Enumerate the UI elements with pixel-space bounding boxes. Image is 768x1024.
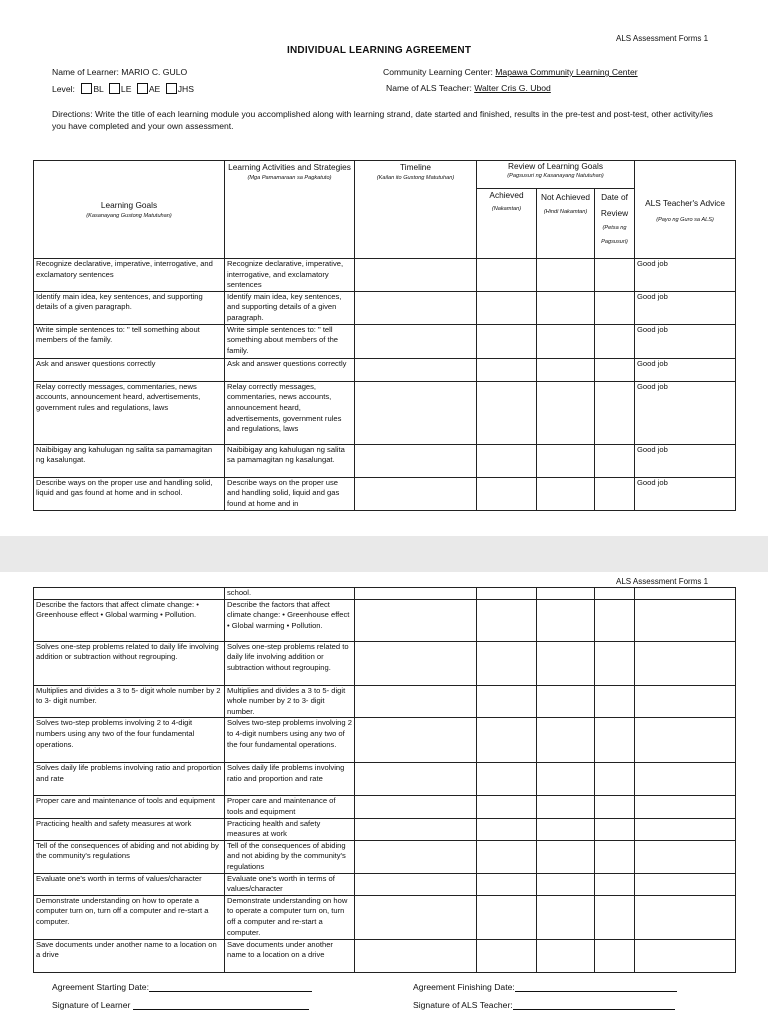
checkbox-jhs[interactable] (166, 83, 177, 94)
activity-cell: Proper care and maintenance of tools and equipment (225, 796, 355, 818)
finish-date-label: Agreement Finishing Date: (413, 982, 515, 992)
not-achieved-cell[interactable] (537, 324, 595, 358)
header-activities-label: Learning Activities and Strategies (228, 162, 351, 172)
activity-cell: Multiplies and divides a 3 to 5- digit whole number by 2 to 3- digit number. (225, 685, 355, 718)
timeline-cell[interactable] (355, 840, 477, 873)
table-row (34, 599, 736, 641)
achieved-cell[interactable] (477, 259, 537, 292)
not-achieved-cell[interactable] (537, 718, 595, 763)
advice-cell[interactable] (635, 718, 736, 763)
header-advice-label: ALS Teacher's Advice (645, 197, 725, 208)
advice-cell[interactable] (635, 840, 736, 873)
not-achieved-cell[interactable] (537, 588, 595, 600)
learner-signature-label: Signature of Learner (52, 1000, 131, 1010)
date-review-cell[interactable] (595, 840, 635, 873)
advice-cell: Good job (635, 259, 736, 292)
achieved-cell[interactable] (477, 477, 537, 510)
advice-cell[interactable] (635, 939, 736, 972)
goal-cell: Solves two-step problems involving 2 to 4-digit numbers using any two of the four fundamental operations. (34, 718, 225, 763)
activity-cell: Identify main idea, key sentences, and supporting details of a given paragraph. (225, 291, 355, 324)
table-row (34, 873, 736, 895)
goal-cell: Proper care and maintenance of tools and equipment (34, 796, 225, 818)
activity-cell: Relay correctly messages, commentaries, news accounts, announcement heard, advertisements, government rules and regulations, laws (225, 381, 355, 444)
advice-cell: Good job (635, 381, 736, 444)
activity-cell: Demonstrate understanding on how to operate a computer turn on, turn off a computer and re-start a computer. (225, 895, 355, 939)
not-achieved-cell[interactable] (537, 818, 595, 840)
advice-cell[interactable] (635, 641, 736, 685)
not-achieved-cell[interactable] (537, 259, 595, 292)
header-review-label: Review of Learning Goals (508, 161, 604, 171)
goal-cell: Write simple sentences to: " tell something about members of the family. (34, 324, 225, 358)
date-review-cell[interactable] (595, 796, 635, 818)
table-row (34, 641, 736, 685)
activity-cell: Practicing health and safety measures at work (225, 818, 355, 840)
not-achieved-cell[interactable] (537, 358, 595, 381)
header-achieved-sub: (Nakamtan) (491, 206, 522, 212)
goal-cell: Naibibigay ang kahulugan ng salita sa pamamagitan ng kasalungat. (34, 444, 225, 477)
date-review-cell[interactable] (595, 763, 635, 796)
goal-cell: Multiplies and divides a 3 to 5- digit whole number by 2 to 3- digit number. (34, 685, 225, 718)
teacher-field (386, 83, 551, 93)
table-row (34, 324, 736, 358)
activity-cell: Tell of the consequences of abiding and not abiding by the community's regulations (225, 840, 355, 873)
table-row (34, 477, 736, 510)
activity-cell: Evaluate one's worth in terms of values/character (225, 873, 355, 895)
timeline-cell[interactable] (355, 763, 477, 796)
table-row (34, 358, 736, 381)
teacher-signature-field (413, 1000, 675, 1010)
table-row (34, 818, 736, 840)
header-advice-sub: (Payo ng Guro sa ALS) (656, 216, 714, 223)
date-review-cell[interactable] (595, 358, 635, 381)
achieved-cell[interactable] (477, 718, 537, 763)
achieved-cell[interactable] (477, 444, 537, 477)
date-review-cell[interactable] (595, 324, 635, 358)
finish-date-line[interactable] (515, 982, 677, 992)
achieved-cell[interactable] (477, 939, 537, 972)
level-label: Level: (52, 84, 75, 94)
activity-cell: Describe the factors that affect climate change: • Greenhouse effect • Global warming • Pollution. (225, 599, 355, 641)
goal-cell: Tell of the consequences of abiding and not abiding by the community's regulations (34, 840, 225, 873)
timeline-cell[interactable] (355, 599, 477, 641)
goal-cell: Demonstrate understanding on how to operate a computer turn on, turn off a computer and re-start a computer. (34, 895, 225, 939)
achieved-cell[interactable] (477, 796, 537, 818)
not-achieved-cell[interactable] (537, 840, 595, 873)
not-achieved-cell[interactable] (537, 477, 595, 510)
goal-cell: Ask and answer questions correctly (34, 358, 225, 381)
date-review-cell[interactable] (595, 895, 635, 939)
timeline-cell[interactable] (355, 324, 477, 358)
activity-cell: Describe ways on the proper use and handling solid, liquid and gas found at home and in (225, 477, 355, 510)
advice-cell[interactable] (635, 599, 736, 641)
timeline-cell[interactable] (355, 358, 477, 381)
not-achieved-cell[interactable] (537, 873, 595, 895)
not-achieved-cell[interactable] (537, 641, 595, 685)
goal-cell: Identify main idea, key sentences, and supporting details of a given paragraph. (34, 291, 225, 324)
advice-cell: Good job (635, 358, 736, 381)
table-row (34, 939, 736, 972)
timeline-cell[interactable] (355, 641, 477, 685)
checkbox-ae[interactable] (137, 83, 148, 94)
learning-table-page1 (33, 160, 736, 511)
header-review (477, 161, 635, 189)
achieved-cell[interactable] (477, 641, 537, 685)
goal-cell: Describe the factors that affect climate change: • Greenhouse effect • Global warming • Pollution. (34, 599, 225, 641)
table-row (34, 796, 736, 818)
advice-cell: Good job (635, 291, 736, 324)
directions-text: Directions: Write the title of each learning module you accomplished along with learning strand, date started and finished, results in the pre-test and post-test, other activity/ies you have completed and your own assessment. (52, 109, 713, 131)
advice-cell: Good job (635, 444, 736, 477)
goal-cell: Solves daily life problems involving ratio and proportion and rate (34, 763, 225, 796)
checkbox-le[interactable] (109, 83, 120, 94)
date-review-cell[interactable] (595, 599, 635, 641)
date-review-cell[interactable] (595, 718, 635, 763)
level-option-jhs: JHS (177, 84, 194, 94)
header-review-sub: (Pagsusuri ng Kasanayang Natutuhan) (507, 173, 604, 179)
header-goals-label: Learning Goals (100, 199, 158, 210)
clc-value: Mapawa Community Learning Center (495, 67, 638, 77)
level-option-le: LE (120, 84, 132, 94)
date-review-cell[interactable] (595, 259, 635, 292)
start-date-field (52, 982, 312, 992)
finish-date-field (413, 982, 677, 992)
activity-cell: Naibibigay ang kahulugan ng salita sa pamamagitan ng kasalungat. (225, 444, 355, 477)
advice-cell: Good job (635, 477, 736, 510)
table-row (34, 444, 736, 477)
not-achieved-cell[interactable] (537, 939, 595, 972)
clc-field (383, 67, 638, 77)
start-date-label: Agreement Starting Date: (52, 982, 149, 992)
form-tag-page2: ALS Assessment Forms 1 (616, 577, 709, 586)
teacher-signature-line[interactable] (513, 1000, 675, 1010)
teacher-label: Name of ALS Teacher: (386, 83, 472, 93)
header-timeline-label: Timeline (399, 162, 432, 172)
header-not-achieved-sub: (Hindi Nakamtan) (543, 209, 588, 215)
not-achieved-cell[interactable] (537, 444, 595, 477)
learner-label: Name of Learner: (52, 67, 119, 77)
header-timeline (355, 161, 477, 259)
form-tag: ALS Assessment Forms 1 (616, 34, 709, 43)
teacher-value: Walter Cris G. Ubod (474, 83, 551, 93)
timeline-cell[interactable] (355, 291, 477, 324)
level-option-bl: BL (93, 84, 104, 94)
clc-label: Community Learning Center: (383, 67, 493, 77)
activity-cell: Recognize declarative, imperative, interrogative, and exclamatory sentences (225, 259, 355, 292)
goal-cell: Evaluate one's worth in terms of values/character (34, 873, 225, 895)
advice-cell[interactable] (635, 763, 736, 796)
timeline-cell[interactable] (355, 588, 477, 600)
checkbox-bl[interactable] (81, 83, 92, 94)
date-review-cell[interactable] (595, 685, 635, 718)
date-review-cell[interactable] (595, 291, 635, 324)
level-field (52, 83, 194, 94)
achieved-cell[interactable] (477, 588, 537, 600)
table-row (34, 381, 736, 444)
header-not-achieved (537, 189, 595, 259)
not-achieved-cell[interactable] (537, 763, 595, 796)
date-review-cell[interactable] (595, 939, 635, 972)
date-review-cell[interactable] (595, 444, 635, 477)
timeline-cell[interactable] (355, 444, 477, 477)
timeline-cell[interactable] (355, 685, 477, 718)
header-learning-goals (34, 161, 225, 259)
activity-cell: Save documents under another name to a location on a drive (225, 939, 355, 972)
activity-cell: Ask and answer questions correctly (225, 358, 355, 381)
teacher-signature-label: Signature of ALS Teacher: (413, 1000, 513, 1010)
advice-cell[interactable] (635, 818, 736, 840)
header-learning-activities (225, 161, 355, 259)
page-2 (0, 572, 768, 1024)
not-achieved-cell[interactable] (537, 685, 595, 718)
not-achieved-cell[interactable] (537, 895, 595, 939)
table-row (34, 718, 736, 763)
timeline-cell[interactable] (355, 477, 477, 510)
header-timeline-sub: (Kailan ito Gustong Matutuhan) (376, 175, 455, 181)
achieved-cell[interactable] (477, 873, 537, 895)
timeline-cell[interactable] (355, 818, 477, 840)
achieved-cell[interactable] (477, 381, 537, 444)
learner-name (52, 67, 187, 77)
table-row (34, 259, 736, 292)
activity-cell: Solves daily life problems involving ratio and proportion and rate (225, 763, 355, 796)
date-review-cell[interactable] (595, 381, 635, 444)
achieved-cell[interactable] (477, 358, 537, 381)
timeline-cell[interactable] (355, 259, 477, 292)
achieved-cell[interactable] (477, 599, 537, 641)
header-not-achieved-label: Not Achieved (541, 192, 590, 202)
table-row (34, 291, 736, 324)
goal-cell: Describe ways on the proper use and handling solid, liquid and gas found at home and in school. (34, 477, 225, 510)
learning-table-page2 (33, 587, 736, 973)
achieved-cell[interactable] (477, 818, 537, 840)
achieved-cell[interactable] (477, 685, 537, 718)
timeline-cell[interactable] (355, 895, 477, 939)
timeline-cell[interactable] (355, 939, 477, 972)
header-date-review-sub: (Petsa ng Pagsusuri) (601, 225, 628, 245)
header-goals-sub: (Kasanayang Gustong Matutuhan) (86, 212, 172, 219)
achieved-cell[interactable] (477, 895, 537, 939)
advice-cell[interactable] (635, 685, 736, 718)
level-option-ae: AE (148, 84, 161, 94)
activity-cell: Solves two-step problems involving 2 to 4-digit numbers using any two of the four fundamental operations. (225, 718, 355, 763)
timeline-cell[interactable] (355, 873, 477, 895)
header-date-review-label: Date of Review (600, 192, 629, 218)
table-row (34, 763, 736, 796)
header-activities-sub: (Mga Pamamaraan sa Pagkatuto) (247, 175, 332, 181)
timeline-cell[interactable] (355, 718, 477, 763)
goal-cell: Relay correctly messages, commentaries, news accounts, announcement heard, advertisements, government rules and regulations, laws (34, 381, 225, 444)
achieved-cell[interactable] (477, 324, 537, 358)
not-achieved-cell[interactable] (537, 381, 595, 444)
not-achieved-cell[interactable] (537, 599, 595, 641)
goal-cell (34, 588, 225, 600)
date-review-cell[interactable] (595, 588, 635, 600)
date-review-cell[interactable] (595, 818, 635, 840)
table-row-continuation (34, 588, 736, 600)
header-achieved-label: Achieved (489, 190, 524, 200)
goal-cell: Recognize declarative, imperative, interrogative, and exclamatory sentences (34, 259, 225, 292)
achieved-cell[interactable] (477, 763, 537, 796)
achieved-cell[interactable] (477, 840, 537, 873)
timeline-cell[interactable] (355, 381, 477, 444)
start-date-line[interactable] (149, 982, 312, 992)
activity-cell: Write simple sentences to: " tell something about members of the family. (225, 324, 355, 358)
activity-cell: Solves one-step problems related to daily life involving addition or subtraction without regrouping. (225, 641, 355, 685)
document-title: INDIVIDUAL LEARNING AGREEMENT (287, 45, 472, 56)
goal-cell: Save documents under another name to a location on a drive (34, 939, 225, 972)
learner-signature-line[interactable] (133, 1000, 309, 1010)
table-row (34, 840, 736, 873)
header-advice (635, 161, 736, 259)
advice-cell[interactable] (635, 895, 736, 939)
goal-cell: Practicing health and safety measures at work (34, 818, 225, 840)
not-achieved-cell[interactable] (537, 796, 595, 818)
not-achieved-cell[interactable] (537, 291, 595, 324)
advice-cell: Good job (635, 324, 736, 358)
date-review-cell[interactable] (595, 873, 635, 895)
table-row (34, 685, 736, 718)
timeline-cell[interactable] (355, 796, 477, 818)
achieved-cell[interactable] (477, 291, 537, 324)
learner-signature-field (52, 1000, 309, 1010)
date-review-cell[interactable] (595, 477, 635, 510)
header-date-of-review (595, 189, 635, 259)
goal-cell: Solves one-step problems related to daily life involving addition or subtraction without regrouping. (34, 641, 225, 685)
header-achieved (477, 189, 537, 259)
advice-cell[interactable] (635, 796, 736, 818)
date-review-cell[interactable] (595, 641, 635, 685)
learner-value: MARIO C. GULO (121, 67, 188, 77)
activity-cell-continuation: school. (225, 588, 355, 600)
table-row (34, 895, 736, 939)
advice-cell[interactable] (635, 873, 736, 895)
advice-cell[interactable] (635, 588, 736, 600)
